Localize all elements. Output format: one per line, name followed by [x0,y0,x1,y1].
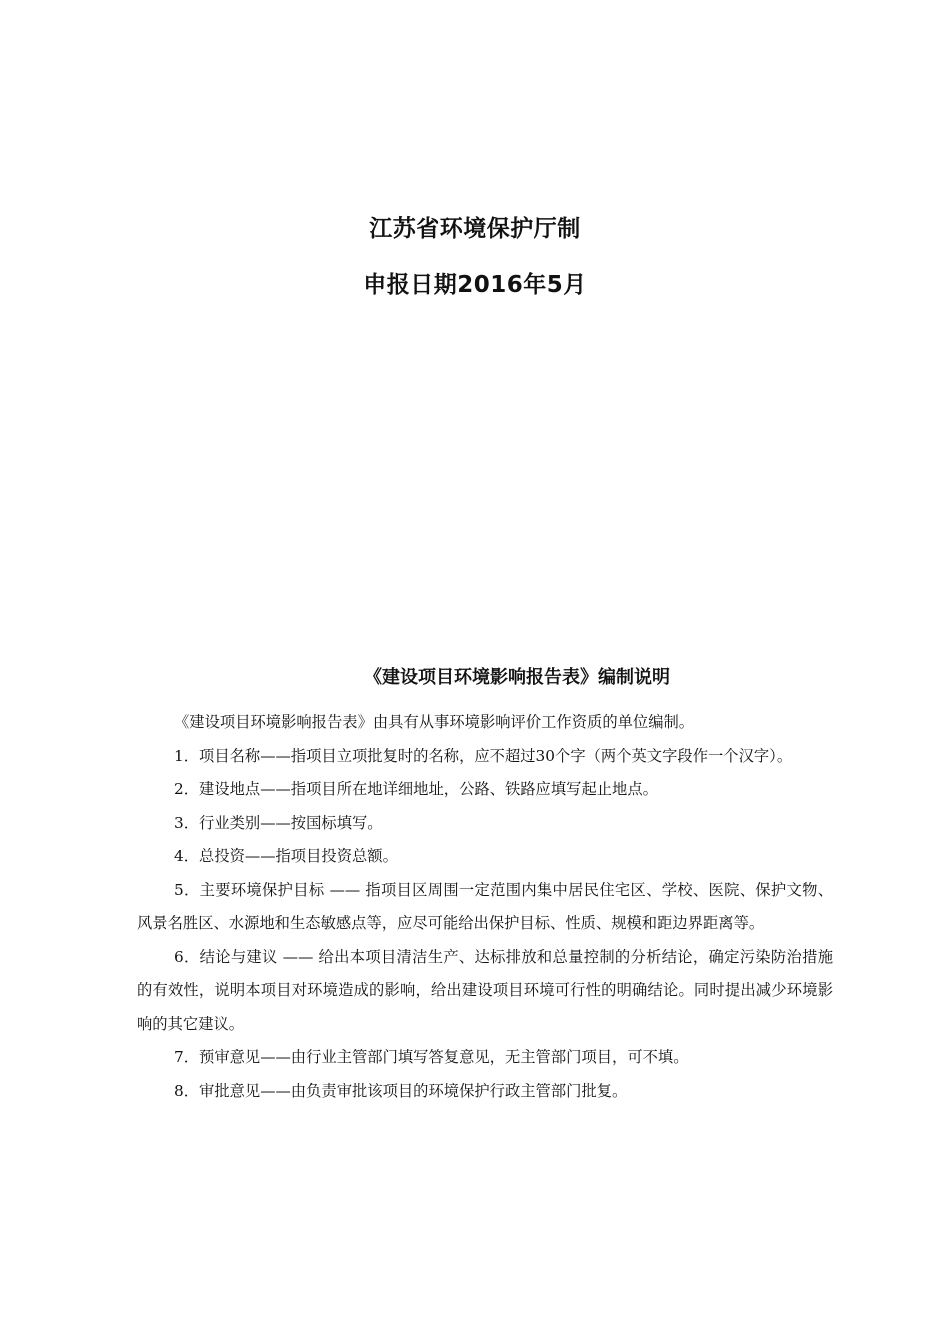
instructions-body [137,706,833,1108]
report-date: 申报日期2016年5月 [363,272,587,298]
instruction-item-protection-targets: 5．主要环境保护目标 —— 指项目区周围一定范围内集中居民住宅区、学校、医院、保护文物、风景名胜区、水源地和生态敏感点等，应尽可能给出保护目标、性质、规模和距边界距离等。 [137,880,833,932]
instruction-item-conclusions: 6．结论与建议 —— 给出本项目清洁生产、达标排放和总量控制的分析结论，确定污染防治措施的有效性，说明本项目对环境造成的影响，给出建设项目环境可行性的明确结论。同时提出减少环境影响的其它建议。 [137,947,833,1033]
instruction-item-location: 2．建设地点——指项目所在地详细地址，公路、铁路应填写起止地点。 [174,780,658,798]
instruction-item-industry: 3．行业类别——按国标填写。 [174,813,383,832]
issuing-organization: 江苏省环境保护厅制 [369,216,581,242]
instructions-intro: 《建设项目环境影响报告表》由具有从事环境影响评价工作资质的单位编制。 [174,713,695,731]
instruction-item-approval: 8．审批意见——由负责审批该项目的环境保护行政主管部门批复。 [174,1081,628,1100]
instructions-title: 《建设项目环境影响报告表》编制说明 [364,667,670,688]
instruction-item-investment: 4．总投资——指项目投资总额。 [174,847,398,865]
instruction-item-pre-review: 7．预审意见——由行业主管部门填写答复意见，无主管部门项目，可不填。 [174,1048,689,1066]
instruction-item-project-name: 1．项目名称——指项目立项批复时的名称，应不超过30个字（两个英文字段作一个汉字）。 [174,746,793,765]
